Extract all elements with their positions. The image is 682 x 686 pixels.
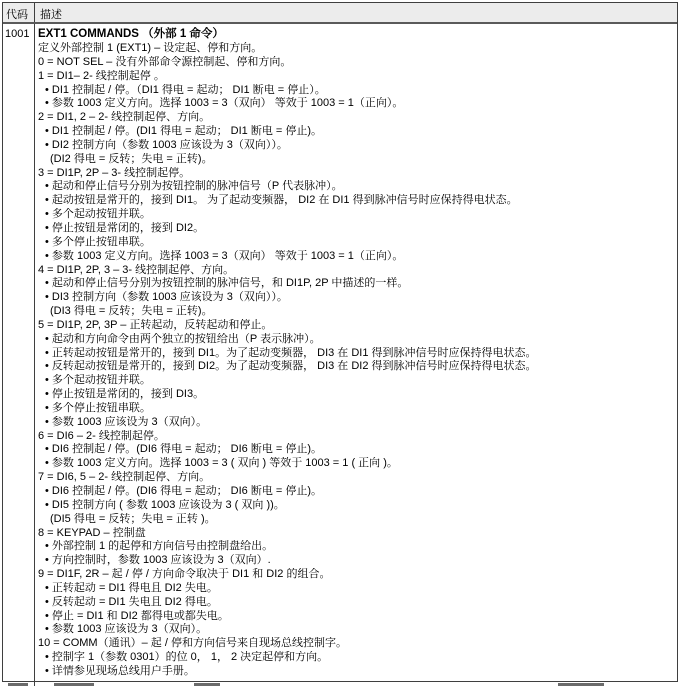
- description-line: • 起动和方向命令由两个独立的按钮给出（P 表示脉冲）。: [45, 332, 321, 345]
- description-line: 1 = DI1– 2- 线控制起停 。: [38, 69, 165, 82]
- description-line: • DI3 控制方向（参数 1003 应该设为 3（双向））。: [45, 291, 288, 304]
- description-line: 定义外部控制 1 (EXT1) – 设定起、停和方向。: [38, 42, 263, 54]
- description-line: • 外部控制 1 的起停和方向信号由控制盘给出。: [45, 540, 274, 553]
- description-line: • 反转起动 = DI1 失电且 DI2 得电。: [45, 595, 218, 608]
- description-line: • 参数 1003 应该设为 3（双向）。: [45, 623, 208, 636]
- description-line: • DI6 控制起 / 停。(DI6 得电 = 起动； DI6 断电 = 停止)。: [45, 443, 323, 456]
- description-line: 9 = DI1F, 2R – 起 / 停 / 方向命令取决于 DI1 和 DI2 的组合。: [38, 568, 331, 581]
- description-line: • DI5 控制方向 ( 参数 1003 应该设为 3 ( 双向 ))。: [45, 498, 285, 511]
- description-line: • 多个起动按钮并联。: [45, 208, 151, 221]
- description-line: • DI6 控制起 / 停。(DI6 得电 = 起动； DI6 断电 = 停止)。: [45, 485, 323, 497]
- description-line: • 起动和停止信号分别为按钮控制的脉冲信号（P 代表脉冲）。: [45, 180, 343, 193]
- description-line: 5 = DI1P, 2P, 3P – 正转起动，反转起动和停止。: [38, 318, 273, 331]
- description-line: • 停止按钮是常闭的，接到 DI2。: [45, 221, 205, 234]
- description-line: 0 = NOT SEL – 没有外部命令源控制起、停和方向。: [38, 55, 292, 68]
- description-line: • 停止 = DI1 和 DI2 都得电或都失电。: [45, 609, 229, 622]
- description-line: • 控制字 1（参数 0301）的位 0， 1， 2 决定起停和方向。: [45, 651, 329, 664]
- description-line: • 参数 1003 定义方向。选择 1003 = 3（双向） 等效于 1003 = 1（正向）。: [45, 249, 404, 262]
- description-line: • 正转起动 = DI1 得电且 DI2 失电。: [45, 581, 218, 594]
- description-lines: [35, 42, 675, 679]
- description-line: • 参数 1003 应该设为 3（双向）。: [45, 415, 208, 428]
- description-line: 4 = DI1P, 2P, 3 – 3- 线控制起停、方向。: [38, 263, 235, 276]
- description-line: (DI3 得电 = 反转；失电 = 正转)。: [50, 305, 213, 318]
- description-line: • DI2 控制方向（参数 1003 应该设为 3（双向））。: [45, 138, 288, 151]
- description-line: • 参数 1003 定义方向。选择 1003 = 3（双向） 等效于 1003 = 1（正向）。: [45, 97, 404, 110]
- description-line: • 方向控制时，参数 1003 应该设为 3（双向）.: [45, 554, 271, 567]
- description-line: • 多个停止按钮串联。: [45, 235, 151, 248]
- table-row: [3, 24, 677, 682]
- parameter-code: 1001: [3, 24, 35, 681]
- description-line: • 起动和停止信号分别为按钮控制的脉冲信号，和 DI1P, 2P 中描述的一样。: [45, 277, 409, 290]
- table-header-row: [3, 3, 677, 24]
- description-line: • 多个起动按钮并联。: [45, 374, 151, 387]
- description-line: 3 = DI1P, 2P – 3- 线控制起停。: [38, 166, 191, 179]
- description-line: • 参数 1003 定义方向。选择 1003 = 3 ( 双向 ) 等效于 1003 = 1 ( 正向 )。: [45, 457, 398, 470]
- description-line: • 正转起动按钮是常开的，接到 DI1。为了起动变频器， DI3 在 DI1 得到脉冲信号时应保持得电状态。: [45, 346, 537, 359]
- parameter-description-cell: [35, 24, 677, 681]
- description-line: • DI1 控制起 / 停。（DI1 得电 = 起动； DI1 断电 = 停止）。: [45, 83, 326, 96]
- description-line: • 起动按钮是常开的，接到 DI1。 为了起动变频器， DI2 在 DI1 得到脉冲信号时应保持得电状态。: [45, 194, 518, 207]
- description-line: • DI1 控制起 / 停。(DI1 得电 = 起动； DI1 断电 = 停止)。: [45, 125, 323, 138]
- description-line: • 详情参见现场总线用户手册。: [45, 664, 195, 677]
- column-header-code: 代码: [3, 3, 35, 22]
- clipped-next-row: [2, 681, 680, 686]
- description-line: (DI5 得电 = 反转；失电 = 正转 )。: [50, 512, 216, 525]
- parameter-table: [2, 2, 678, 682]
- description-line: 10 = COMM（通讯）– 起 / 停和方向信号来自现场总线控制字。: [38, 637, 347, 650]
- description-line: • 停止按钮是常闭的，接到 DI3。: [45, 388, 205, 401]
- description-line: 6 = DI6 – 2- 线控制起停。: [38, 429, 165, 442]
- description-line: • 反转起动按钮是常开的，接到 DI2。为了起动变频器， DI3 在 DI2 得到脉冲信号时应保持得电状态。: [45, 360, 537, 373]
- parameter-title: EXT1 COMMANDS （外部 1 命令）: [38, 28, 224, 40]
- description-line: 2 = DI1, 2 – 2- 线控制起停、方向。: [38, 111, 211, 124]
- column-header-description: 描述: [40, 9, 62, 21]
- clipped-column-divider: [34, 681, 35, 686]
- description-line: (DI2 得电 = 反转；失电 = 正转)。: [50, 152, 213, 165]
- description-line: 7 = DI6, 5 – 2- 线控制起停、方向。: [38, 471, 211, 484]
- description-line: • 多个停止按钮串联。: [45, 401, 151, 414]
- description-line: 8 = KEYPAD – 控制盘: [38, 526, 146, 539]
